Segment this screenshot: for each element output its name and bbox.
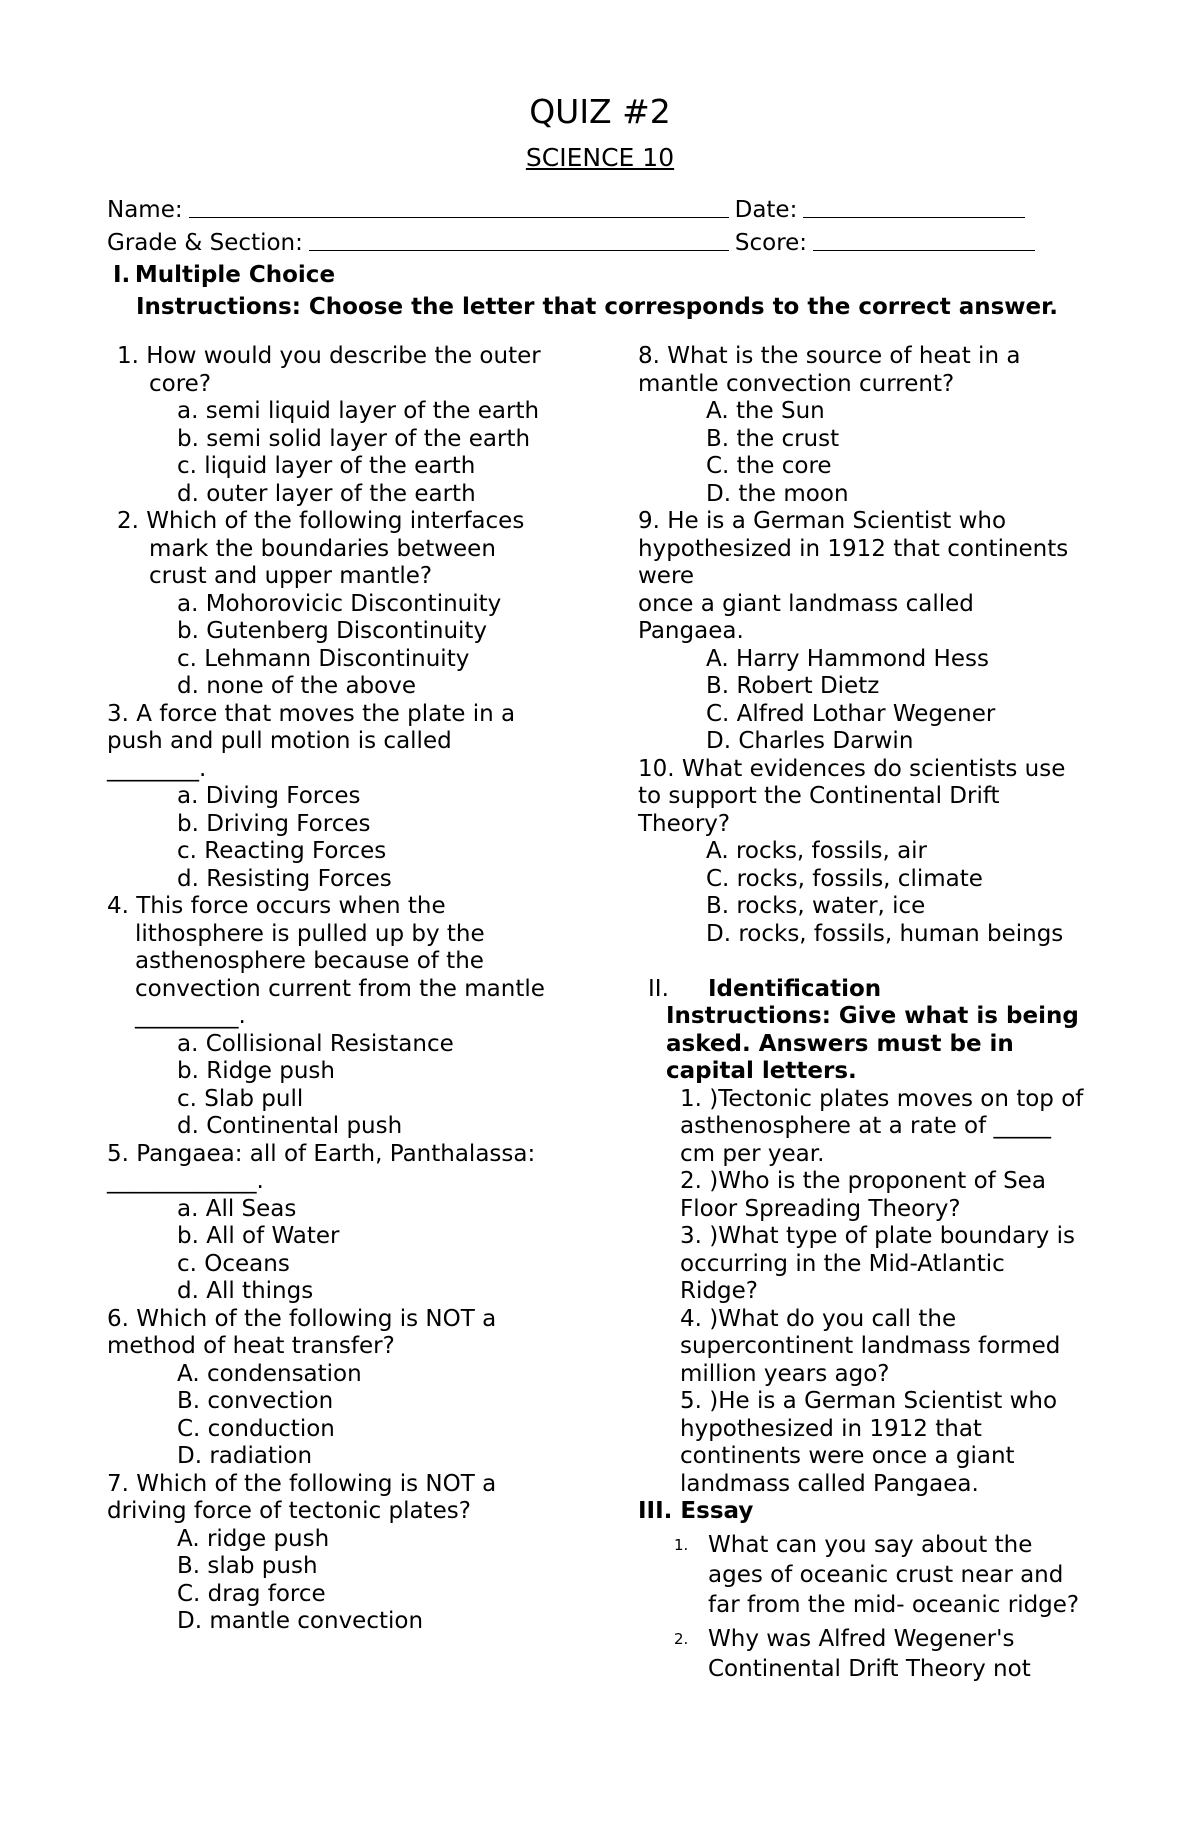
choice-line: A. ridge push — [177, 1525, 330, 1552]
choice-line: b. Driving Forces — [177, 810, 371, 837]
section-multiple-choice-heading: I. Multiple Choice — [113, 262, 336, 288]
score-label: Score: — [734, 230, 808, 256]
essay-number: 1. — [674, 1535, 689, 1554]
identification-line: cm per year. — [680, 1140, 825, 1167]
choice-line: B. slab push — [177, 1553, 318, 1579]
choice-line: A. Harry Hammond Hess — [706, 645, 989, 672]
question-line: method of heat transfer? — [107, 1333, 395, 1359]
question-line: were — [638, 563, 695, 589]
identification-line: asthenosphere at a rate of _____ — [680, 1113, 1052, 1139]
choice-line: C. rocks, fossils, climate — [706, 865, 983, 892]
question-line: _________. — [135, 1003, 246, 1029]
identification-line: 4. )What do you call the — [680, 1305, 957, 1332]
quiz-subtitle — [0, 142, 1200, 174]
question-line: 3. A force that moves the plate in a — [107, 700, 516, 727]
choice-line: a. semi liquid layer of the earth — [177, 398, 540, 424]
essay-line: Why was Alfred Wegener's — [708, 1625, 1015, 1652]
choice-line: d. outer layer of the earth — [177, 480, 476, 507]
identification-line: 2. )Who is the proponent of Sea — [680, 1168, 1046, 1194]
identification-line: supercontinent landmass formed — [680, 1333, 1061, 1359]
choice-line: D. mantle convection — [177, 1608, 424, 1634]
identification-line: occurring in the Mid-Atlantic — [680, 1250, 1005, 1277]
question-line: once a giant landmass called — [638, 590, 974, 617]
question-line: push and pull motion is called — [107, 728, 452, 754]
essay-line: Continental Drift Theory not — [708, 1655, 1031, 1682]
multiple-choice-instructions: Instructions: Choose the letter that corresponds to the correct answer. — [136, 294, 1058, 320]
grade-section-label: Grade & Section: — [107, 230, 303, 256]
identification-line: landmass called Pangaea. — [680, 1470, 979, 1497]
identification-line: continents were once a giant — [680, 1443, 1015, 1469]
quiz-title: QUIZ #2 — [529, 92, 671, 131]
choice-line: d. none of the above — [177, 673, 416, 699]
question-line: lithosphere is pulled up by the — [135, 920, 485, 947]
question-line: mark the boundaries between — [149, 535, 496, 562]
question-line: 10. What evidences do scientists use — [638, 755, 1066, 782]
name-field[interactable] — [189, 195, 729, 218]
choice-line: B. rocks, water, ice — [706, 893, 926, 919]
question-line: Pangaea. — [638, 618, 744, 644]
score-field[interactable] — [813, 228, 1035, 251]
question-line: 8. What is the source of heat in a — [638, 343, 1021, 369]
name-date-row — [107, 195, 1031, 225]
choice-line: b. semi solid layer of the earth — [177, 425, 531, 452]
choice-line: A. condensation — [177, 1360, 362, 1387]
choice-line: c. Oceans — [177, 1250, 290, 1277]
question-line: hypothesized in 1912 that continents — [638, 535, 1069, 562]
question-line: convection current from the mantle — [135, 975, 545, 1002]
essay-item — [638, 1530, 1108, 1620]
choice-line: d. All things — [177, 1278, 314, 1304]
question-line: driving force of tectonic plates? — [107, 1498, 471, 1524]
identification-line: Ridge? — [680, 1278, 758, 1304]
date-field[interactable] — [803, 195, 1025, 218]
choice-line: D. Charles Darwin — [706, 728, 914, 754]
choice-line: a. Mohorovicic Discontinuity — [177, 590, 502, 617]
choice-line: B. Robert Dietz — [706, 673, 880, 699]
name-label: Name: — [107, 197, 183, 223]
section-essay-heading: III. Essay — [638, 1498, 754, 1524]
question-line: core? — [149, 370, 212, 397]
question-line: 5. Pangaea: all of Earth, Panthalassa: — [107, 1140, 536, 1167]
question-line: mantle convection current? — [638, 370, 955, 397]
choice-line: C. conduction — [177, 1415, 335, 1442]
choice-line: B. convection — [177, 1388, 334, 1414]
identification-line: million years ago? — [680, 1360, 890, 1387]
choice-line: D. rocks, fossils, human beings — [706, 920, 1064, 947]
identification-title: Identification — [708, 975, 882, 1002]
choice-line: A. rocks, fossils, air — [706, 838, 928, 864]
essay-number: 2. — [674, 1629, 689, 1648]
question-line: _____________. — [107, 1168, 264, 1194]
choice-line: b. Ridge push — [177, 1058, 335, 1084]
choice-line: C. Alfred Lothar Wegener — [706, 700, 996, 727]
identification-instructions: asked. Answers must be in — [666, 1030, 1014, 1057]
left-column — [107, 343, 627, 1636]
choice-line: c. Slab pull — [177, 1085, 304, 1112]
question-line: ________. — [107, 755, 207, 782]
section-identification-heading — [638, 976, 1108, 1004]
choice-line: D. radiation — [177, 1443, 313, 1469]
choice-line: d. Continental push — [177, 1113, 403, 1139]
identification-instructions: capital letters. — [666, 1058, 857, 1084]
identification-instructions: Instructions: Give what is being — [666, 1003, 1079, 1029]
choice-line: a. All Seas — [177, 1195, 297, 1222]
choice-line: a. Diving Forces — [177, 783, 361, 809]
choice-line: c. Lehmann Discontinuity — [177, 645, 470, 672]
question-line: asthenosphere because of the — [135, 948, 484, 974]
question-line: to support the Continental Drift — [638, 783, 1000, 809]
choice-line: a. Collisional Resistance — [177, 1030, 454, 1057]
identification-line: Floor Spreading Theory? — [680, 1195, 961, 1222]
essay-line: ages of oceanic crust near and — [708, 1561, 1064, 1588]
subject-label: SCIENCE 10 — [525, 143, 675, 172]
question-line: 9. He is a German Scientist who — [638, 508, 1007, 534]
choice-line: b. All of Water — [177, 1223, 340, 1249]
choice-line: B. the crust — [706, 425, 840, 452]
grade-score-row — [107, 228, 1041, 258]
date-label: Date: — [734, 197, 798, 223]
identification-line: 3. )What type of plate boundary is — [680, 1223, 1075, 1249]
choice-line: c. liquid layer of the earth — [177, 453, 476, 479]
essay-line: far from the mid- oceanic ridge? — [708, 1591, 1080, 1618]
question-line: 6. Which of the following is NOT a — [107, 1305, 497, 1332]
identification-line: hypothesized in 1912 that — [680, 1415, 982, 1442]
right-column — [638, 343, 1108, 1684]
identification-line: 1. )Tectonic plates moves on top of — [680, 1085, 1084, 1112]
question-line: 4. This force occurs when the — [107, 893, 446, 919]
question-line: crust and upper mantle? — [149, 563, 433, 589]
essay-item — [638, 1624, 1108, 1684]
choice-line: C. drag force — [177, 1580, 326, 1607]
choice-line: b. Gutenberg Discontinuity — [177, 618, 488, 644]
identification-numeral: II. — [648, 975, 669, 1002]
identification-line: 5. )He is a German Scientist who — [680, 1388, 1058, 1414]
choice-line: d. Resisting Forces — [177, 865, 392, 892]
question-line: 2. Which of the following interfaces — [117, 508, 525, 534]
choice-line: c. Reacting Forces — [177, 838, 387, 864]
choice-line: D. the moon — [706, 480, 849, 507]
grade-section-field[interactable] — [309, 228, 729, 251]
question-line: 7. Which of the following is NOT a — [107, 1470, 497, 1497]
question-line: Theory? — [638, 810, 731, 837]
choice-line: C. the core — [706, 453, 832, 479]
question-line: 1. How would you describe the outer — [117, 343, 541, 369]
essay-line: What can you say about the — [708, 1531, 1033, 1558]
choice-line: A. the Sun — [706, 398, 825, 424]
